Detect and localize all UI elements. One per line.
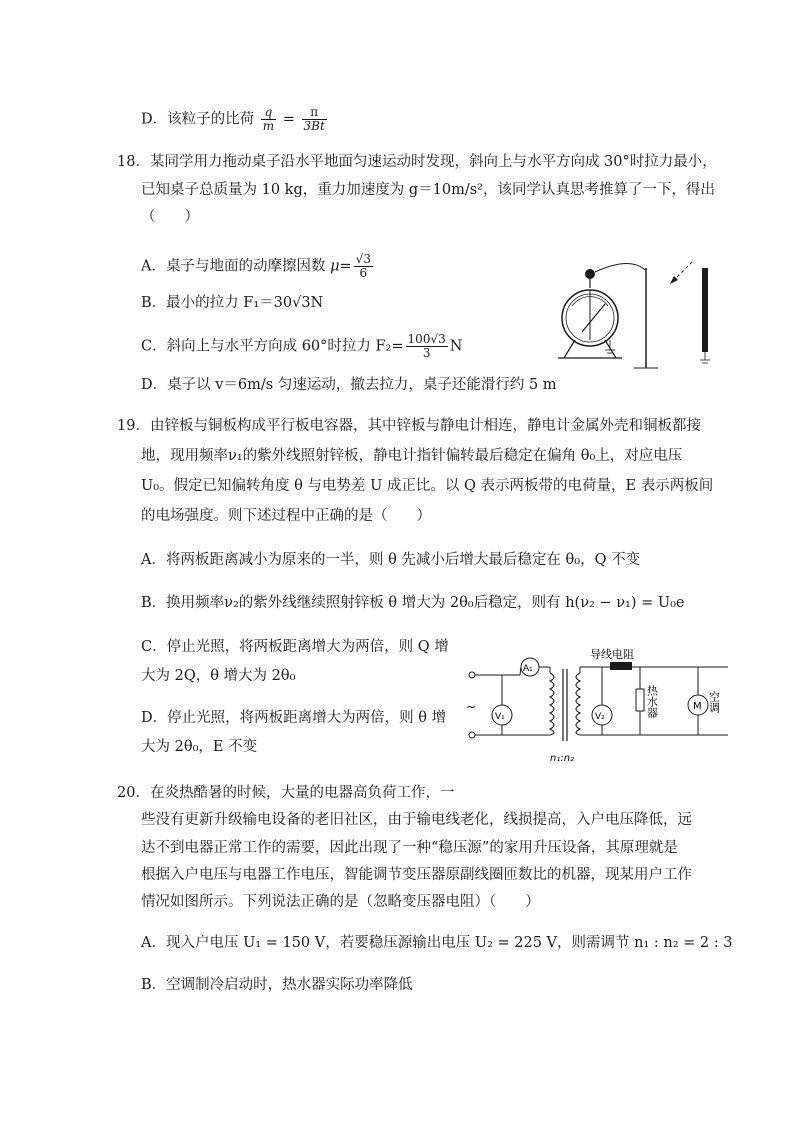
q18-option-a: A．桌子与地面的动摩擦因数 μ= $\frac{√3}{6}$ xyxy=(141,252,371,280)
voltmeter-v2-label: V₂ xyxy=(595,712,605,722)
q20-option-a: A．现入户电压 U₁ = 150 V，若要稳压源输出电压 U₂ = 225 V，则需调节 n₁ : n₂ = 2 : 3 xyxy=(141,935,733,951)
aircon-label: 空调 xyxy=(707,691,721,713)
heater-label: 热水器 xyxy=(645,685,659,718)
q19-option-b: B．换用频率ν₂的紫外线继续照射锌板 θ 增大为 2θ₀后稳定，则有 h(ν₂ − ν₁) = U₀e xyxy=(141,595,685,611)
q18-option-b: B．最小的拉力 F₁＝30√3N xyxy=(141,295,324,311)
turns-ratio-label: n₁:n₂ xyxy=(550,753,575,764)
q18-stem-line3: （ ） xyxy=(141,209,199,225)
ammeter-a1-label: A₁ xyxy=(523,664,533,674)
transformer-circuit-figure xyxy=(460,645,740,785)
q19-option-d-line1: D．停止光照，将两板距离增大为两倍，则 θ 增 xyxy=(141,710,447,726)
q19-option-c-line1: C．停止光照，将两板距离增大为两倍，则 Q 增 xyxy=(141,639,449,655)
q18-stem-line1: 18．某同学用力拖动桌子沿水平地面匀速运动时发现，斜向上与水平方向成 30°时拉力最小， xyxy=(117,154,717,170)
voltmeter-v1-label: V₁ xyxy=(495,712,505,722)
q19-stem-line4: 的电场强度。则下述过程中正确的是（ ） xyxy=(141,508,431,524)
q18-stem-line2: 已知桌子总质量为 10 kg，重力加速度为 g＝10m/s²，该同学认真思考推算了一下，得出 xyxy=(141,182,715,198)
q20-stem-line3: 达不到电器正常工作的需要，因此出现了一种“稳压源”的家用升压设备，其原理就是 xyxy=(141,840,678,856)
q20-stem-line1: 20．在炎热酷暑的时候，大量的电器高负荷工作，一 xyxy=(117,785,455,801)
q20-stem-line5: 情况如图所示。下列说法正确的是（忽略变压器电阻）（ ） xyxy=(141,894,540,910)
wire-resistance-label: 导线电阻 xyxy=(590,648,634,661)
q18-option-c: C．斜向上与水平方向成 60°时拉力 F₂= $\frac{100√3}{3}$ N xyxy=(141,332,463,360)
q19-option-a: A．将两板距离减小为原来的一半，则 θ 先减小后增大最后稳定在 θ₀，Q 不变 xyxy=(141,552,641,568)
sqrt3-over-6-fraction: $\frac{√3}{6}$ xyxy=(355,252,371,280)
electroscope-figure xyxy=(550,258,750,378)
100sqrt3-over-3-fraction: $\frac{100√3}{3}$ xyxy=(407,332,446,360)
q-over-m-fraction: $\frac{q}{m}$ xyxy=(262,105,275,133)
q19-stem-line3: U₀。假定已知偏转角度 θ 与电势差 U 成正比。以 Q 表示两板带的电荷量，E 表示两板间 xyxy=(141,478,714,494)
q20-stem-line4: 根据入户电压与电器工作电压，智能调节变压器原副线圈匝数比的机器，现某用户工作 xyxy=(141,867,692,883)
q19-stem-line1: 19．由锌板与铜板构成平行板电容器，其中锌板与静电计相连，静电计金属外壳和铜板都接 xyxy=(117,418,701,434)
q19-option-c-line2: 大为 2Q，θ 增大为 2θ₀ xyxy=(141,668,296,684)
q17-option-d: D．该粒子的比荷 $\frac{q}{m}$ = $\frac{\pi}{3Bt}$ xyxy=(141,105,325,133)
q17-d-text: D．该粒子的比荷 xyxy=(141,111,255,128)
q20-option-b: B．空调制冷启动时，热水器实际功率降低 xyxy=(141,977,413,993)
ac-source-symbol: ~ xyxy=(466,700,477,714)
q20-stem-line2: 些没有更新升级输电设备的老旧社区，由于输电线老化，线损提高，入户电压降低，远 xyxy=(141,812,692,828)
q19-stem-line2: 地，现用频率ν₁的紫外线照射锌板，静电计指针偏转最后稳定在偏角 θ₀上，对应电压 xyxy=(141,448,683,464)
pi-over-3bt-fraction: $\frac{\pi}{3Bt}$ xyxy=(303,105,325,133)
q18-option-d: D．桌子以 v＝6m/s 匀速运动，撤去拉力，桌子还能滑行约 5 m xyxy=(141,377,557,393)
motor-symbol: M xyxy=(693,701,702,712)
q19-option-d-line2: 大为 2θ₀，E 不变 xyxy=(141,739,258,755)
